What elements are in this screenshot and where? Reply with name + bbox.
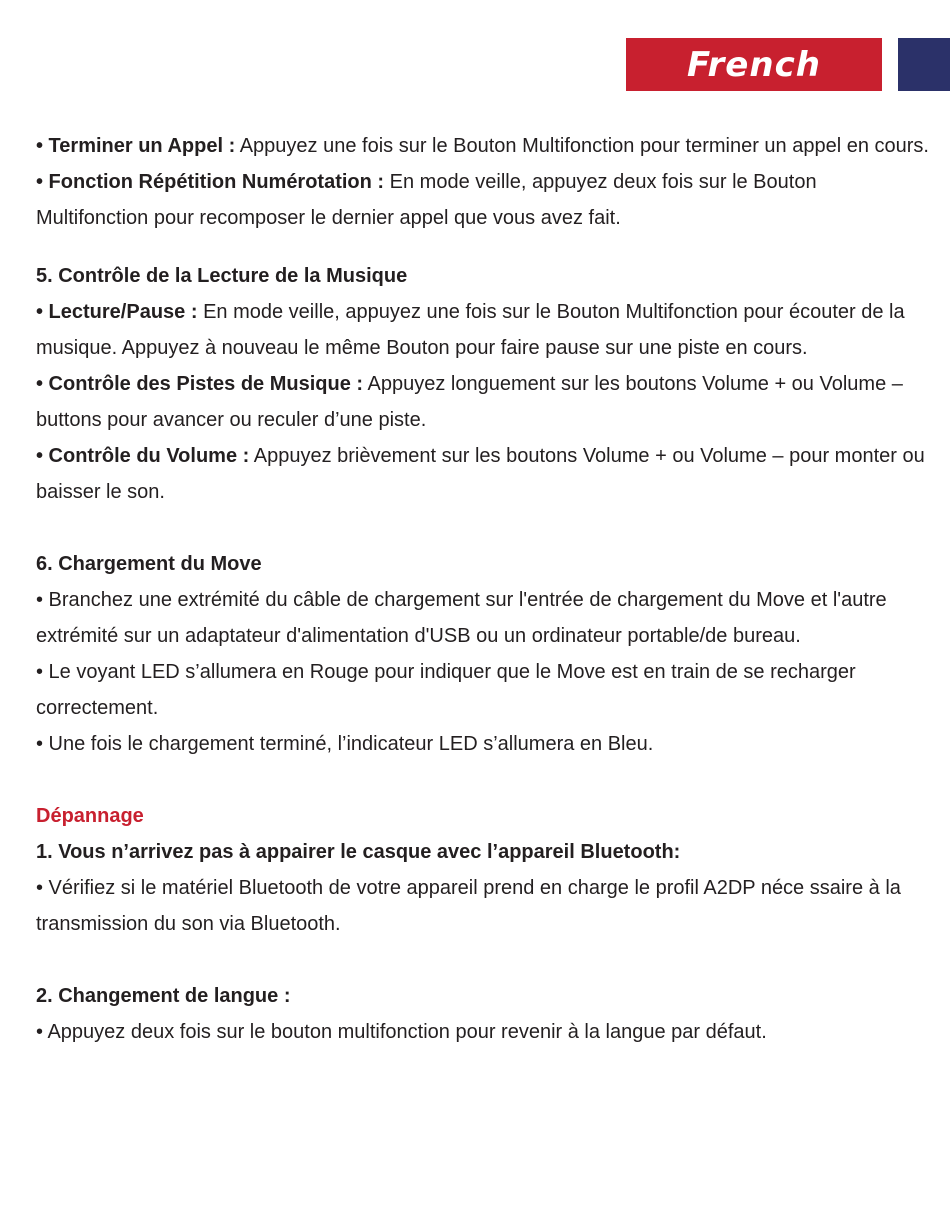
play-pause-paragraph <box>36 294 930 366</box>
language-answer: • Appuyez deux fois sur le bouton multifonction pour revenir à la langue par défaut. <box>36 1021 767 1043</box>
tracks-title: • Contrôle des Pistes de Musique : <box>36 373 364 395</box>
language-tab <box>626 38 882 91</box>
charging-item-1: • Branchez une extrémité du câble de chargement sur l'entrée de chargement du Move et l'autre extrémité sur un adaptateur d'alimentation d'USB ou un ordinateur portable/de bureau. <box>36 589 887 647</box>
redial-title: • Fonction Répétition Numérotation : <box>36 171 385 193</box>
play-pause-text: En mode veille, appuyez une fois sur le Bouton Multifonction pour écouter de la musique. Appuyez à nouveau le même Bouton pour faire pause sur une piste en cours. <box>36 301 905 359</box>
manual-content <box>36 128 930 1050</box>
volume-title: • Contrôle du Volume : <box>36 445 250 467</box>
charging-item-3: • Une fois le chargement terminé, l’indicateur LED s’allumera en Bleu. <box>36 733 654 755</box>
language-label: French <box>687 44 821 85</box>
end-call-paragraph <box>36 128 930 164</box>
pairing-answer: • Vérifiez si le matériel Bluetooth de votre appareil prend en charge le profil A2DP néce ssaire à la transmission du son via Bluetooth. <box>36 877 901 935</box>
tracks-paragraph <box>36 366 930 438</box>
volume-text: Appuyez brièvement sur les boutons Volume + ou Volume – pour monter ou baisser le son. <box>36 445 925 503</box>
volume-paragraph <box>36 438 930 510</box>
redial-text: En mode veille, appuyez deux fois sur le Bouton Multifonction pour recomposer le dernier appel que vous avez fait. <box>36 171 817 229</box>
pairing-question: 1. Vous n’arrivez pas à appairer le casque avec l’appareil Bluetooth: <box>36 841 681 863</box>
play-pause-title: • Lecture/Pause : <box>36 301 198 323</box>
redial-paragraph <box>36 164 930 236</box>
troubleshooting-heading: Dépannage <box>36 805 144 827</box>
music-heading: 5. Contrôle de la Lecture de la Musique <box>36 265 408 287</box>
charging-heading: 6. Chargement du Move <box>36 553 262 575</box>
charging-item-2: • Le voyant LED s’allumera en Rouge pour indiquer que le Move est en train de se recharger correctement. <box>36 661 856 719</box>
language-question: 2. Changement de langue : <box>36 985 291 1007</box>
tracks-text: Appuyez longuement sur les boutons Volume + ou Volume – buttons pour avancer ou reculer d’une piste. <box>36 373 903 431</box>
end-call-text: Appuyez une fois sur le Bouton Multifonction pour terminer un appel en cours. <box>235 135 929 157</box>
accent-tab <box>898 38 950 91</box>
end-call-title: • Terminer un Appel : <box>36 135 236 157</box>
